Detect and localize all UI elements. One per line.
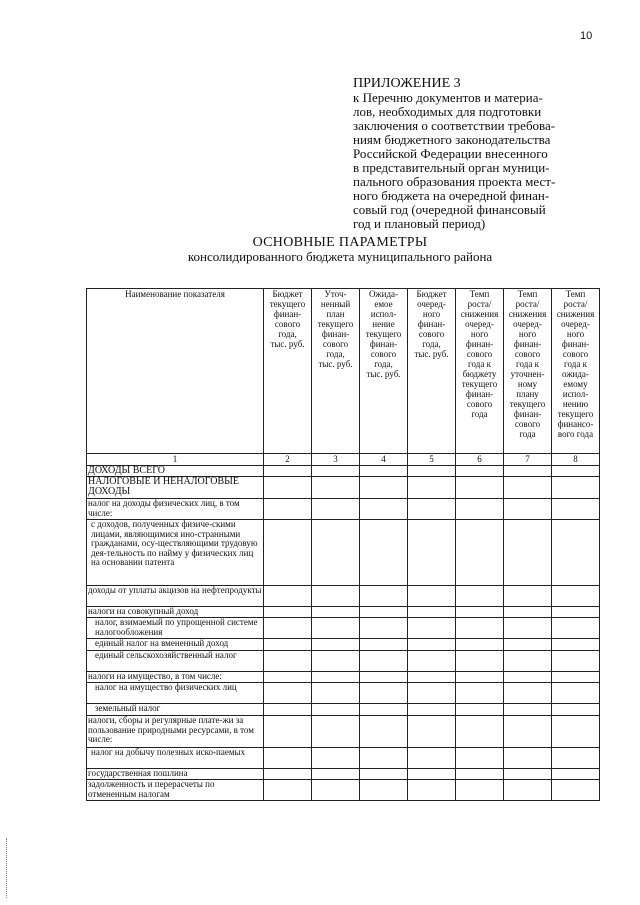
document-subtitle: консолидированного бюджета муниципального района bbox=[187, 249, 493, 264]
table-row bbox=[87, 748, 600, 769]
appendix-line: Российской Федерации внесенного bbox=[353, 146, 548, 161]
table-row bbox=[87, 769, 600, 780]
appendix-line: ного бюджета на очередной финан- bbox=[353, 188, 550, 203]
row-label: доходы от уплаты акцизов на нефтепродукты bbox=[87, 586, 264, 607]
column-header: Темп роста/ снижения очеред- ного финан- сового года к бюджету текущего финан- сового года bbox=[456, 289, 504, 454]
row-label: единый сельскохозяйственный налог bbox=[87, 651, 264, 672]
row-label: с доходов, полученных физиче-скими лицами, являющимися ино-странными гражданами, осу-ществляющими трудовую дея-тельность по найму у физических лиц на основании патента bbox=[87, 520, 264, 586]
table-row bbox=[87, 586, 600, 607]
column-header: Уточ- ненный план текущего финан- сового года, тыс. руб. bbox=[312, 289, 360, 454]
appendix-title: ПРИЛОЖЕНИЕ 3 bbox=[353, 76, 461, 91]
column-header: Ожида- емое испол- нение текущего финан- сового года, тыс. руб. bbox=[360, 289, 408, 454]
row-label: налог, взимаемый по упрощенной системе налогообложения bbox=[87, 618, 264, 639]
column-header: Темп роста/ снижения очеред- ного финан- сового года к ожида- емому испол- нению текущего финансо- вого года bbox=[552, 289, 600, 454]
table-row bbox=[87, 672, 600, 683]
table-row bbox=[87, 618, 600, 639]
table-row bbox=[87, 716, 600, 748]
column-header: Наименование показателя bbox=[87, 289, 264, 454]
table-row bbox=[87, 607, 600, 618]
row-label: земельный налог bbox=[87, 704, 264, 716]
column-number: 5 bbox=[408, 454, 456, 466]
table-row bbox=[87, 466, 600, 477]
table-row bbox=[87, 520, 600, 586]
column-number: 6 bbox=[456, 454, 504, 466]
row-label: налоги на совокупный доход bbox=[87, 607, 264, 618]
page-number: 10 bbox=[580, 30, 593, 42]
row-label: налог на доходы физических лиц, в том числе: bbox=[87, 499, 264, 520]
table-row bbox=[87, 651, 600, 672]
appendix-line: пального образования проекта мест- bbox=[353, 174, 556, 189]
table-row bbox=[87, 477, 600, 499]
table-row bbox=[87, 639, 600, 651]
appendix-line: к Перечню документов и материа- bbox=[353, 90, 543, 105]
appendix-line: заключения о соответствии требова- bbox=[353, 118, 556, 133]
appendix-line: ниям бюджетного законодательства bbox=[353, 132, 551, 147]
column-header: Темп роста/ снижения очеред- ного финан- сового года к уточнен- ному плану текущего финан- сового года bbox=[504, 289, 552, 454]
budget-parameters-table bbox=[86, 288, 600, 801]
column-header: Бюджет текущего финан- сового года, тыс. руб. bbox=[264, 289, 312, 454]
column-number: 8 bbox=[552, 454, 600, 466]
table-row bbox=[87, 704, 600, 716]
row-label: налог на имущество физических лиц bbox=[87, 683, 264, 704]
row-label: налоги на имущество, в том числе: bbox=[87, 672, 264, 683]
column-header: Бюджет очеред- ного финан- сового года, тыс. руб. bbox=[408, 289, 456, 454]
row-label: единый налог на вмененный доход bbox=[87, 639, 264, 651]
document-title: ОСНОВНЫЕ ПАРАМЕТРЫ bbox=[252, 235, 428, 250]
column-number: 4 bbox=[360, 454, 408, 466]
table-header-row bbox=[87, 289, 600, 454]
column-number: 2 bbox=[264, 454, 312, 466]
appendix-line: лов, необходимых для подготовки bbox=[353, 104, 542, 119]
appendix-line: совый год (очередной финансовый bbox=[353, 202, 546, 217]
appendix-line: в представительный орган муници- bbox=[353, 160, 550, 175]
row-label: НАЛОГОВЫЕ И НЕНАЛОГОВЫЕ ДОХОДЫ bbox=[87, 477, 264, 499]
column-number: 7 bbox=[504, 454, 552, 466]
appendix-line: год и плановый период) bbox=[353, 216, 486, 231]
table-row bbox=[87, 780, 600, 801]
row-label: государственная пошлина bbox=[87, 769, 264, 780]
column-number: 3 bbox=[312, 454, 360, 466]
row-label: задолженность и перерасчеты по отмененным налогам bbox=[87, 780, 264, 801]
table-row bbox=[87, 499, 600, 520]
table-row bbox=[87, 683, 600, 704]
appendix-block bbox=[353, 77, 603, 231]
scan-margin-marks bbox=[6, 838, 9, 898]
row-label: налоги, сборы и регулярные плате-жи за пользование природными ресурсами, в том числе: bbox=[87, 716, 264, 748]
row-label: ДОХОДЫ ВСЕГО bbox=[87, 466, 264, 477]
row-label: налог на добычу полезных иско-паемых bbox=[87, 748, 264, 769]
column-number: 1 bbox=[87, 454, 264, 466]
column-number-row bbox=[87, 454, 600, 466]
